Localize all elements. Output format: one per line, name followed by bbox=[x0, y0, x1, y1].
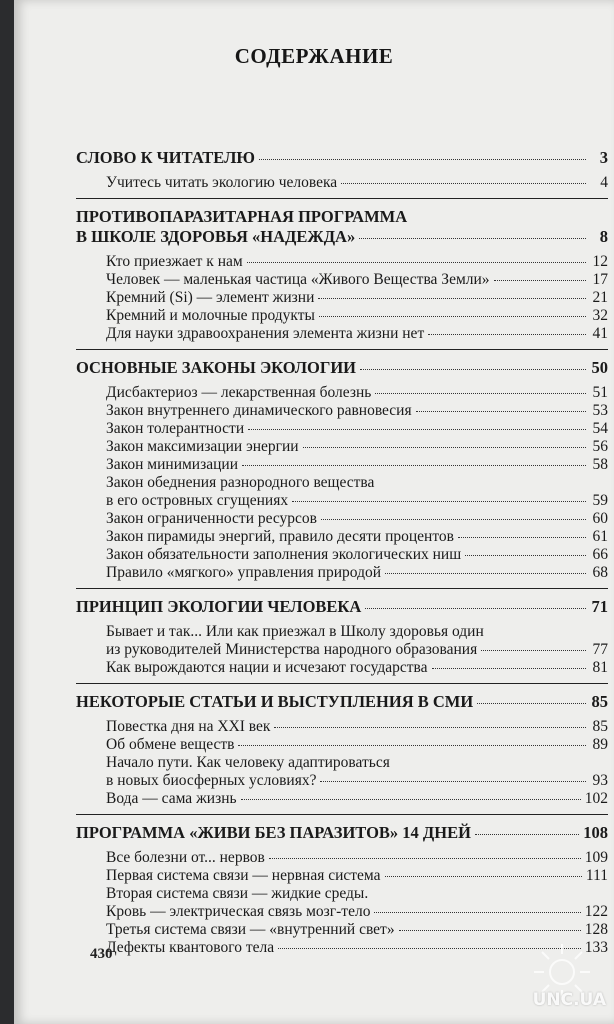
dot-leader bbox=[494, 280, 586, 281]
entry-page: 68 bbox=[592, 564, 608, 581]
entry-title: Кто приезжает к нам bbox=[106, 253, 243, 270]
entry-title: Закон внутреннего динамического равновесия bbox=[106, 402, 412, 419]
dot-leader bbox=[428, 334, 586, 335]
entry-page: 128 bbox=[584, 921, 608, 938]
dot-leader bbox=[432, 668, 586, 669]
toc-entry[interactable] bbox=[76, 939, 608, 957]
dot-leader bbox=[274, 727, 586, 728]
entry-page: 85 bbox=[592, 718, 608, 735]
entry-page: 59 bbox=[592, 492, 608, 509]
entry-page: 77 bbox=[592, 641, 608, 658]
toc-entry[interactable] bbox=[76, 174, 608, 192]
dot-leader bbox=[341, 183, 586, 184]
section-page: 50 bbox=[591, 358, 608, 377]
toc-entry[interactable] bbox=[76, 546, 608, 564]
dot-leader bbox=[321, 519, 586, 520]
toc-entry[interactable] bbox=[76, 528, 608, 546]
toc-entry-line: Закон обеднения разнородного вещества bbox=[106, 474, 375, 491]
section-page: 71 bbox=[591, 597, 608, 616]
toc-entry[interactable] bbox=[76, 772, 608, 790]
dot-leader bbox=[385, 876, 582, 877]
toc-entry[interactable] bbox=[76, 564, 608, 582]
section-heading[interactable] bbox=[76, 823, 608, 843]
entry-title: в его островных сгущениях bbox=[106, 492, 289, 509]
toc-entry[interactable] bbox=[76, 307, 608, 325]
dot-leader bbox=[374, 912, 580, 913]
entry-page: 58 bbox=[592, 456, 608, 473]
toc-entry-line: Начало пути. Как человеку адаптироваться bbox=[106, 754, 390, 771]
dot-leader bbox=[303, 447, 586, 448]
section-page: 3 bbox=[599, 148, 608, 167]
entry-title: Дисбактериоз — лекарственная болезнь bbox=[106, 384, 372, 401]
dot-leader bbox=[458, 537, 586, 538]
toc-entry[interactable] bbox=[76, 510, 608, 528]
entry-title: Как вырождаются нации и исчезают государства bbox=[106, 659, 428, 676]
toc-section bbox=[76, 683, 608, 808]
entry-title: Об обмене веществ bbox=[106, 736, 235, 753]
entry-title: Дефекты квантового тела bbox=[106, 939, 275, 956]
toc-entry[interactable] bbox=[76, 438, 608, 456]
section-page: 108 bbox=[583, 823, 608, 842]
dot-leader bbox=[481, 650, 586, 651]
page-number: 430 bbox=[90, 946, 113, 962]
dot-leader bbox=[259, 159, 586, 160]
toc-section bbox=[76, 148, 608, 192]
entry-title: Учитесь читать экологию человека bbox=[106, 174, 338, 191]
entry-title: Правило «мягкого» управления природой bbox=[106, 564, 382, 581]
dot-leader bbox=[399, 930, 581, 931]
entry-page: 21 bbox=[592, 289, 608, 306]
entry-title: Человек — маленькая частица «Живого Вещества Земли» bbox=[106, 271, 490, 288]
entry-page: 102 bbox=[584, 790, 608, 807]
entry-page: 122 bbox=[584, 903, 608, 920]
toc-entry[interactable] bbox=[76, 849, 608, 867]
dot-leader bbox=[385, 573, 586, 574]
toc-entry[interactable] bbox=[76, 903, 608, 921]
dot-leader bbox=[238, 745, 586, 746]
section-heading-line: ПРОТИВОПАРАЗИТАРНАЯ ПРОГРАММА bbox=[76, 207, 408, 226]
toc-entry[interactable] bbox=[76, 492, 608, 510]
entry-title: Вода — сама жизнь bbox=[106, 790, 237, 807]
section-heading[interactable] bbox=[76, 597, 608, 617]
entry-title: Все болезни от... нервов bbox=[106, 849, 265, 866]
section-page: 85 bbox=[591, 692, 608, 711]
dot-leader bbox=[241, 799, 581, 800]
dot-leader bbox=[292, 501, 586, 502]
dot-leader bbox=[365, 608, 586, 609]
toc-section bbox=[76, 588, 608, 677]
toc-entry[interactable] bbox=[76, 420, 608, 438]
entry-title: Закон обязательности заполнения экологических ниш bbox=[106, 546, 462, 563]
section-heading[interactable] bbox=[76, 227, 608, 247]
section-heading[interactable] bbox=[76, 148, 608, 168]
toc-entry[interactable] bbox=[76, 885, 608, 903]
entry-title: в новых биосферных условиях? bbox=[106, 772, 317, 789]
section-title: НЕКОТОРЫЕ СТАТЬИ И ВЫСТУПЛЕНИЯ В СМИ bbox=[76, 692, 474, 711]
entry-title: из руководителей Министерства народного образования bbox=[106, 641, 478, 658]
dot-leader bbox=[359, 238, 586, 239]
entry-title: Для науки здравоохранения элемента жизни нет bbox=[106, 325, 425, 342]
entry-title: Закон максимизации энергии bbox=[106, 438, 299, 455]
toc-entry[interactable] bbox=[76, 325, 608, 343]
toc-entry[interactable] bbox=[76, 384, 608, 402]
entry-page: 12 bbox=[592, 253, 608, 270]
section-title: ОСНОВНЫЕ ЗАКОНЫ ЭКОЛОГИИ bbox=[76, 358, 357, 377]
page-title: СОДЕРЖАНИЕ bbox=[234, 44, 394, 68]
entry-page: 111 bbox=[585, 867, 608, 884]
toc-entry[interactable] bbox=[76, 289, 608, 307]
dot-leader bbox=[247, 262, 586, 263]
entry-page: 41 bbox=[592, 325, 608, 342]
toc-entry[interactable] bbox=[76, 456, 608, 474]
dot-leader bbox=[360, 369, 586, 370]
entry-page: 66 bbox=[592, 546, 608, 563]
entry-page: 93 bbox=[592, 772, 608, 789]
entry-title: Повестка дня на XXI век bbox=[106, 718, 271, 735]
dot-leader bbox=[477, 703, 586, 704]
toc-entry[interactable] bbox=[76, 867, 608, 885]
entry-title: Третья система связи — «внутренний свет» bbox=[106, 921, 395, 938]
entry-title: Закон пирамиды энергий, правило десяти процентов bbox=[106, 528, 454, 545]
entry-title: Кремний и молочные продукты bbox=[106, 307, 315, 324]
toc-section bbox=[76, 198, 608, 343]
entry-title: Кровь — электрическая связь мозг-тело bbox=[106, 903, 371, 920]
entry-title: Закон толерантности bbox=[106, 420, 245, 437]
dot-leader bbox=[319, 316, 586, 317]
section-heading[interactable] bbox=[76, 358, 608, 378]
entry-page: 89 bbox=[592, 736, 608, 753]
dot-leader bbox=[465, 555, 586, 556]
entry-title: Первая система связи — нервная система bbox=[106, 867, 381, 884]
entry-page: 61 bbox=[592, 528, 608, 545]
entry-page: 51 bbox=[592, 384, 608, 401]
toc-entry[interactable] bbox=[76, 718, 608, 736]
entry-page: 109 bbox=[584, 849, 608, 866]
entry-page: 133 bbox=[584, 939, 608, 956]
dot-leader bbox=[375, 393, 586, 394]
entry-title: Закон минимизации bbox=[106, 456, 238, 473]
section-title: ПРОГРАММА «ЖИВИ БЕЗ ПАРАЗИТОВ» 14 ДНЕЙ bbox=[76, 823, 471, 842]
toc-entry[interactable] bbox=[76, 659, 608, 677]
entry-page: 81 bbox=[592, 659, 608, 676]
table-of-contents bbox=[76, 148, 608, 961]
toc-entry[interactable] bbox=[76, 790, 608, 808]
section-heading[interactable] bbox=[76, 692, 608, 712]
entry-page: 17 bbox=[592, 271, 608, 288]
toc-entry[interactable] bbox=[76, 253, 608, 271]
dot-leader bbox=[248, 429, 586, 430]
toc-section bbox=[76, 349, 608, 582]
entry-page: 53 bbox=[592, 402, 608, 419]
entry-page: 60 bbox=[592, 510, 608, 527]
entry-title: Вторая система связи — жидкие среды. bbox=[106, 885, 369, 902]
dot-leader bbox=[269, 858, 581, 859]
section-title: В ШКОЛЕ ЗДОРОВЬЯ «НАДЕЖДА» bbox=[76, 227, 356, 246]
dot-leader bbox=[475, 834, 579, 835]
toc-entry[interactable] bbox=[76, 402, 608, 420]
dot-leader bbox=[320, 781, 586, 782]
dot-leader bbox=[242, 465, 586, 466]
section-page: 8 bbox=[599, 227, 608, 246]
watermark-text: UNC.UA bbox=[532, 990, 606, 1010]
toc-entry[interactable] bbox=[76, 641, 608, 659]
toc-entry[interactable] bbox=[76, 271, 608, 289]
section-title: СЛОВО К ЧИТАТЕЛЮ bbox=[76, 148, 255, 167]
entry-page: 32 bbox=[592, 307, 608, 324]
entry-title: Кремний (Si) — элемент жизни bbox=[106, 289, 315, 306]
entry-page: 56 bbox=[592, 438, 608, 455]
dot-leader bbox=[318, 298, 586, 299]
entry-title: Закон ограниченности ресурсов bbox=[106, 510, 317, 527]
dot-leader bbox=[416, 411, 586, 412]
toc-entry-line: Бывает и так... Или как приезжал в Школу здоровья один bbox=[106, 623, 484, 640]
toc-entry[interactable] bbox=[76, 736, 608, 754]
book-page bbox=[14, 0, 614, 1024]
entry-page: 4 bbox=[600, 174, 608, 191]
section-title: ПРИНЦИП ЭКОЛОГИИ ЧЕЛОВЕКА bbox=[76, 597, 362, 616]
toc-entry[interactable] bbox=[76, 921, 608, 939]
entry-page: 54 bbox=[592, 420, 608, 437]
toc-section bbox=[76, 814, 608, 957]
